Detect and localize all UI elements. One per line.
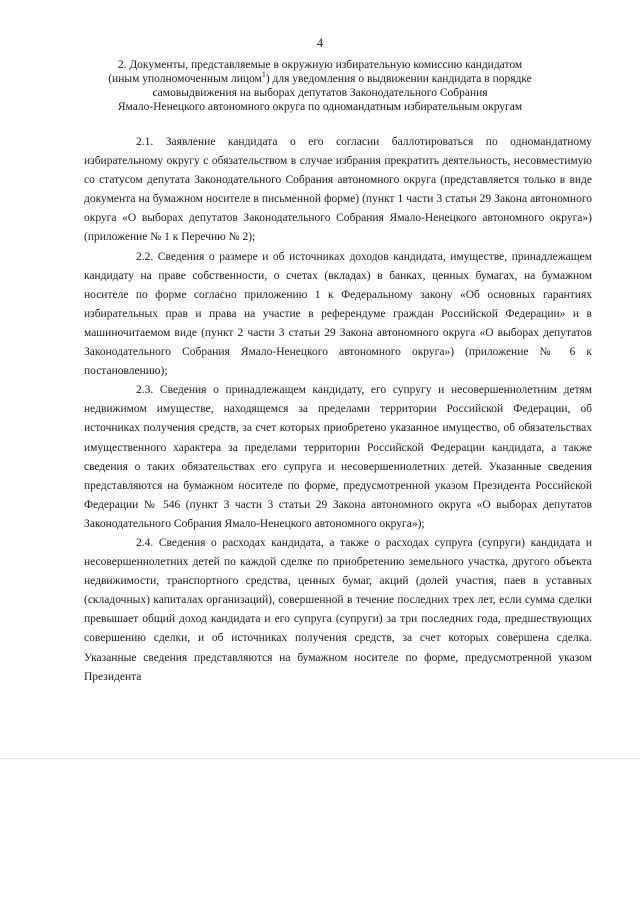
page-number: 4 (316, 36, 324, 50)
heading-line-2-start: (иным уполномоченным лицом (108, 73, 262, 85)
paragraph-2-4: 2.4. Сведения о расходах кандидата, а также о расходах супруга (супруги) кандидата и несовершеннолетних детей по каждой сделке по приобретению земельного участка, другого объекта недвижимости, транспортного средства, ценных бумаг, акций (долей участия, паев в уставных (складочных) капиталах организаций), совершенной в течение последних трех лет, если сумма сделки превышает общий доход кандидата и его супруга (супруги) за три последних года, предшествующих совершению сделки, и об источниках получения средств, за счет которых совершена сделка. Указанные сведения представляются на бумажном носителе по форме, предусмотренной указом Президента (84, 536, 592, 683)
footnote-mark: 1 (261, 70, 266, 80)
heading-line-3: самовыдвижения на выборах депутатов Законодательного Собрания (152, 87, 488, 99)
heading-line-2-end: ) для уведомления о выдвижении кандидата в порядке (265, 73, 532, 85)
heading-line-2 (70, 72, 570, 86)
paragraph-2-2: 2.2. Сведения о размере и об источниках доходов кандидата, имуществе, принадлежащем кандидату на праве собственности, о счетах (вкладах) в банках, ценных бумагах, на бумажном носителе по форме согласно приложению 1 к Федеральному закону «Об основных гарантиях избирательных прав и права на участие в референдуме граждан Российской Федерации» и в машиночитаемом виде (пункт 2 части 3 статьи 29 Закона автономного округа «О выборах депутатов Законодательного Собрания Ямало-Ненецкого автономного округа») (приложение № 6 к постановлению); (84, 250, 592, 378)
section-heading (70, 58, 570, 114)
document-body (84, 133, 592, 687)
paragraph-2-1: 2.1. Заявление кандидата о его согласии баллотироваться по одномандатному избирательному округу с обязательством в случае избрания прекратить деятельность, несовместимую со статусом депутата Законодательного Собрания автономного округа (представляется только в виде документа на бумажном носителе в письменной форме) (пункт 1 части 3 статьи 29 Закона автономного округа «О выборах депутатов Законодательного Собрания Ямало-Ненецкого автономного округа») (приложение № 1 к Перечню № 2); (84, 136, 592, 244)
heading-line-4: Ямало-Ненецкого автономного округа по одномандатным избирательным округам (117, 101, 523, 113)
heading-line-1: 2. Документы, представляемые в окружную избирательную комиссию кандидатом (117, 59, 523, 71)
paragraph-2-3: 2.3. Сведения о принадлежащем кандидату, его супругу и несовершеннолетним детям недвижимом имуществе, находящемся за пределами территории Российской Федерации, об источниках получения средств, за счет которых приобретено указанное имущество, об обязательствах имущественного характера за пределами территории Российской Федерации кандидата, а также сведения о таких обязательствах его супруга и несовершеннолетних детей. Указанные сведения представляются на бумажном носителе по форме, предусмотренной указом Президента Российской Федерации № 546 (пункт 3 части 3 статьи 29 Закона автономного округа «О выборах депутатов Законодательного Собрания Ямало-Ненецкого автономного округа»); (84, 384, 592, 530)
